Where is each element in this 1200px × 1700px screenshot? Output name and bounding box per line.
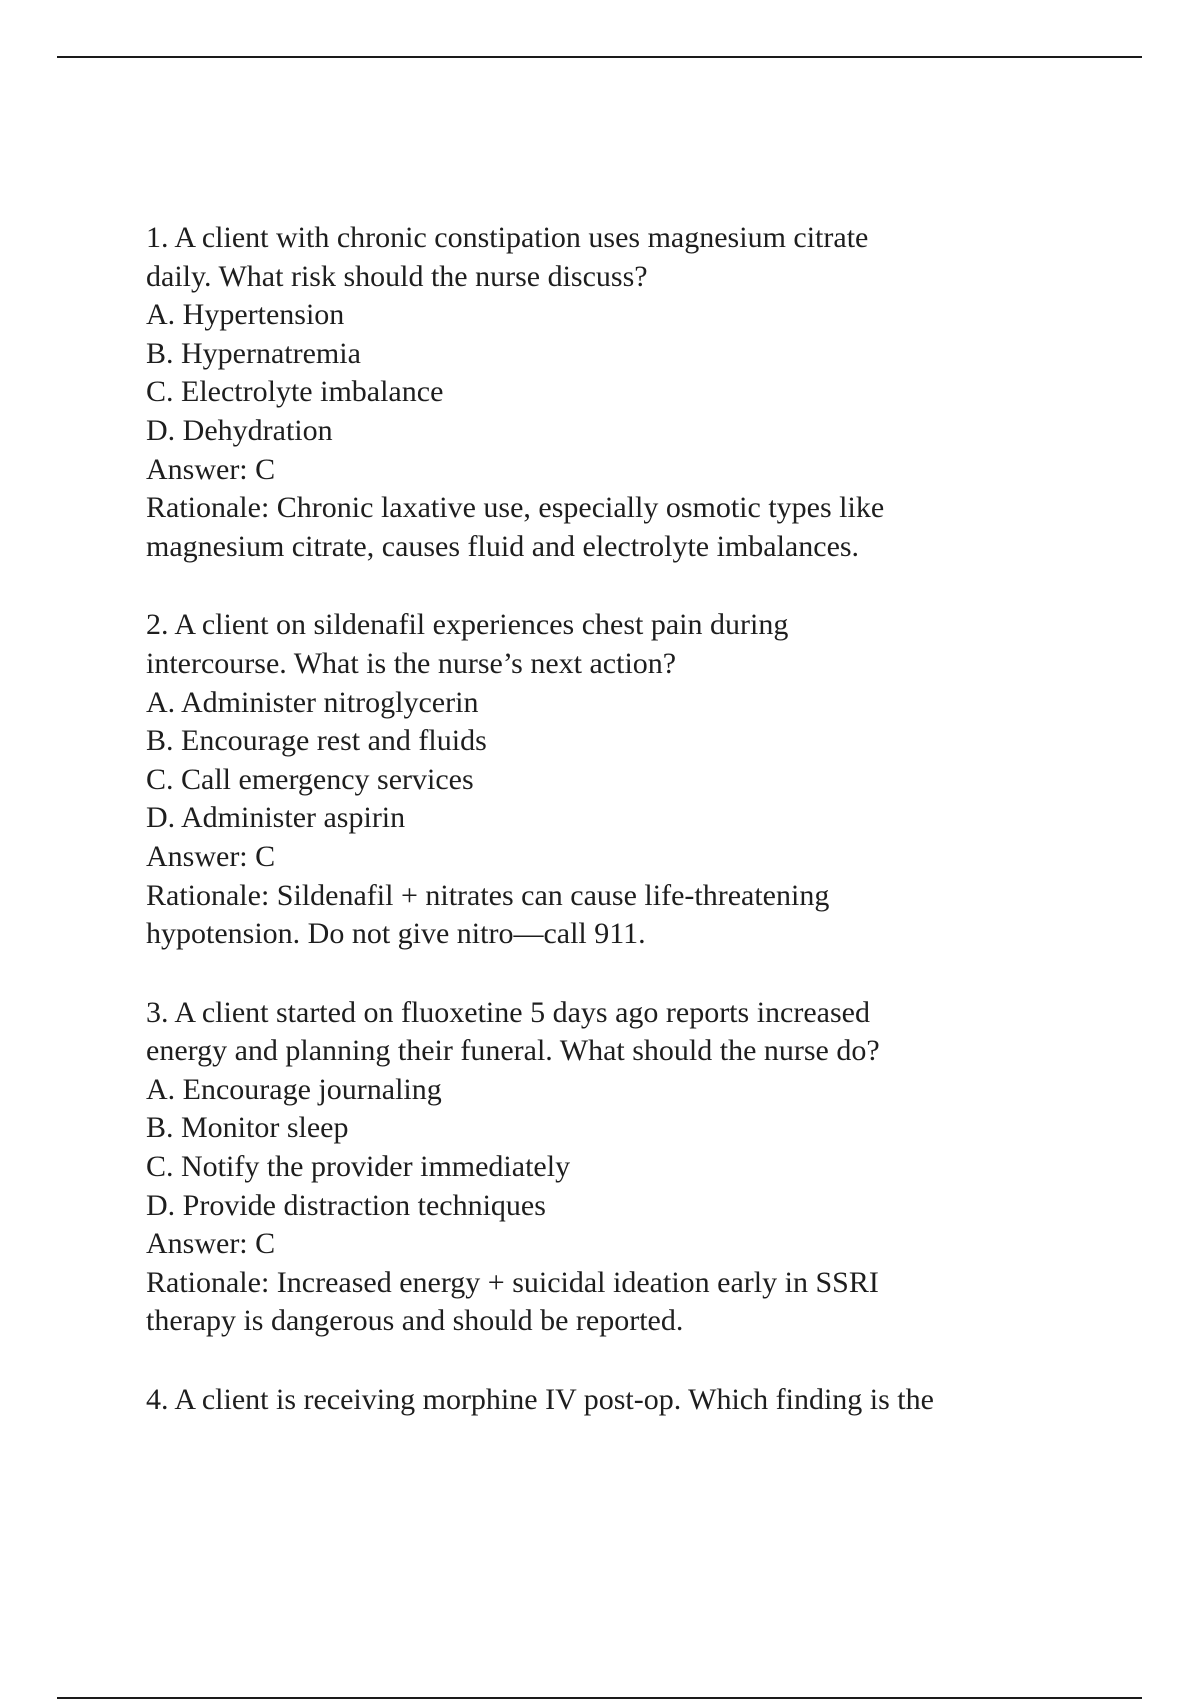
answer: Answer: C — [146, 839, 276, 873]
option-b: B. Hypernatremia — [146, 336, 361, 370]
rationale: Rationale: Sildenafil + nitrates can cause life-threatening — [146, 878, 830, 912]
option-d: D. Administer aspirin — [146, 801, 406, 835]
question-1 — [146, 219, 1066, 566]
rationale: therapy is dangerous and should be reported. — [146, 1304, 684, 1338]
question-stem: 1. A client with chronic constipation uses magnesium citrate — [146, 221, 869, 254]
option-d: D. Dehydration — [146, 413, 333, 447]
option-a: A. Encourage journaling — [146, 1072, 442, 1106]
question-3 — [146, 994, 1066, 1341]
question-stem: 2. A client on sildenafil experiences chest pain during — [146, 608, 789, 642]
option-c: C. Call emergency services — [146, 762, 474, 796]
answer: Answer: C — [146, 1227, 276, 1261]
question-4 — [146, 1381, 1066, 1420]
question-stem: intercourse. What is the nurse’s next action? — [146, 646, 677, 680]
option-a: A. Administer nitroglycerin — [146, 685, 479, 719]
top-rule — [57, 56, 1142, 58]
answer: Answer: C — [146, 452, 276, 486]
rationale: hypotension. Do not give nitro—call 911. — [146, 917, 646, 951]
option-c: C. Electrolyte imbalance — [146, 375, 444, 409]
document-body — [146, 219, 1066, 1460]
rationale: Rationale: Chronic laxative use, especially osmotic types like — [146, 491, 885, 525]
question-stem: energy and planning their funeral. What should the nurse do? — [146, 1034, 880, 1068]
question-stem: 3. A client started on fluoxetine 5 days ago reports increased — [146, 995, 870, 1029]
rationale: Rationale: Increased energy + suicidal ideation early in SSRI — [146, 1265, 879, 1299]
question-stem: daily. What risk should the nurse discuss? — [146, 259, 648, 293]
option-b: B. Monitor sleep — [146, 1111, 349, 1145]
rationale: magnesium citrate, causes fluid and electrolyte imbalances. — [146, 529, 860, 563]
question-2 — [146, 606, 1066, 953]
option-a: A. Hypertension — [146, 298, 345, 332]
option-d: D. Provide distraction techniques — [146, 1188, 546, 1222]
option-b: B. Encourage rest and fluids — [146, 724, 487, 758]
bottom-rule — [57, 1697, 1142, 1699]
option-c: C. Notify the provider immediately — [146, 1150, 571, 1184]
question-stem: 4. A client is receiving morphine IV post-op. Which finding is the — [146, 1383, 934, 1417]
